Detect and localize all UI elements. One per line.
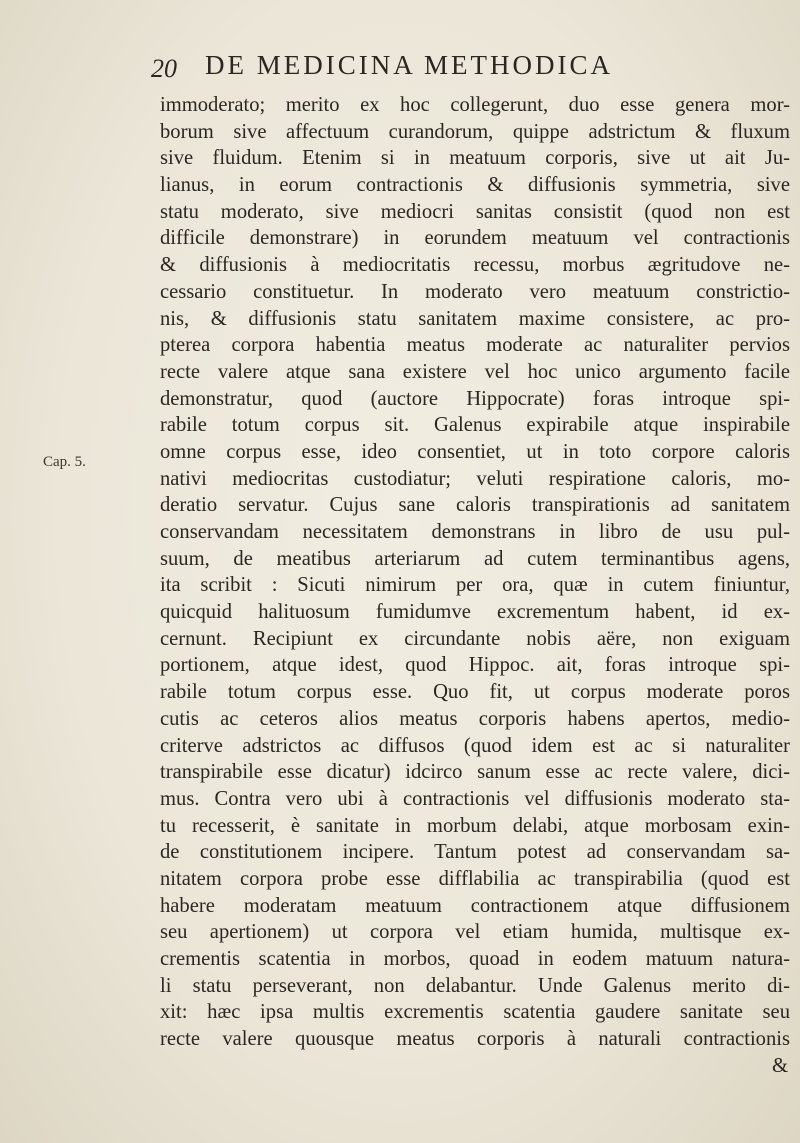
text-line: nativi mediocritas custodiatur; veluti respiratione caloris, mo-	[160, 467, 790, 490]
running-title: DE MEDICINA METHODICA	[205, 50, 613, 80]
text-line: li statu perseverant, non delabantur. Unde Galenus merito di-	[160, 974, 790, 997]
text-line: immoderato; merito ex hoc collegerunt, duo esse genera mor-	[160, 94, 790, 116]
text-line: borum sive affectuum curandorum, quippe adstrictum & fluxum	[160, 120, 790, 143]
text-line: portionem, atque idest, quod Hippoc. ait, foras introque spi-	[160, 654, 790, 677]
text-line: pterea corpora habentia meatus moderate ac naturaliter pervios	[160, 334, 790, 357]
text-line: lianus, in eorum contractionis & diffusionis symmetria, sive	[160, 174, 790, 197]
text-line: suum, de meatibus arteriarum ad cutem terminantibus agens,	[160, 547, 790, 570]
text-line: nitatem corpora probe esse difflabilia ac transpirabilia (quod est	[160, 867, 790, 890]
margin-note: Cap. 5.	[43, 454, 86, 470]
text-line: mus. Contra vero ubi à contractionis vel diffusionis moderato sta-	[160, 787, 790, 810]
text-line: cessario constituetur. In moderato vero meatuum constrictio-	[160, 280, 790, 303]
body-text	[160, 92, 790, 1079]
text-line: transpirabile esse dicatur) idcirco sanum esse ac recte valere, dici-	[160, 761, 790, 784]
text-line: cutis ac ceteros alios meatus corporis habens apertos, medio-	[160, 707, 790, 730]
text-line: ita scribit : Sicuti nimirum per ora, quæ in cutem finiuntur,	[160, 574, 790, 597]
text-line: criterve adstrictos ac diffusos (quod idem est ac si naturaliter	[160, 734, 790, 757]
text-line: crementis scatentia in morbos, quoad in eodem matuum natura-	[160, 948, 790, 970]
text-line: de constitutionem incipere. Tantum potest ad conservandam sa-	[160, 841, 790, 864]
text-line: recte valere atque sana existere vel hoc unico argumento facile	[160, 360, 790, 383]
text-line: seu apertionem) ut corpora vel etiam humida, multisque ex-	[160, 921, 790, 944]
text-line: deratio servatur. Cujus sane caloris transpirationis ad sanitatem	[160, 494, 790, 517]
text-line: omne corpus esse, ideo consentiet, ut in toto corpore caloris	[160, 440, 790, 463]
text-line: tu recesserit, è sanitate in morbum delabi, atque morbosam exin-	[160, 814, 790, 837]
text-line: rabile totum corpus sit. Galenus expirabile atque inspirabile	[160, 414, 790, 437]
text-line: difficile demonstrare) in eorundem meatuum vel contractionis	[160, 227, 790, 250]
text-line: rabile totum corpus esse. Quo fit, ut corpus moderate poros	[160, 681, 790, 704]
text-line: xit: hæc ipsa multis excrementis scatentia gaudere sanitate seu	[160, 1001, 790, 1024]
text-line: nis, & diffusionis statu sanitatem maxime consistere, ac pro-	[160, 307, 790, 330]
text-line: demonstratur, quod (auctore Hippocrate) foras introque spi-	[160, 387, 790, 410]
text-line: & diffusionis à mediocritatis recessu, morbus ægritudove ne-	[160, 254, 790, 277]
page-number: 20	[151, 54, 177, 83]
text-line: habere moderatam meatuum contractionem atque diffusionem	[160, 894, 790, 917]
text-line: statu moderato, sive mediocri sanitas consistit (quod non est	[160, 200, 790, 223]
text-line: quicquid halituosum fumidumve excrementum habent, id ex-	[160, 601, 790, 624]
text-line: sive fluidum. Etenim si in meatuum corporis, sive ut ait Ju-	[160, 147, 790, 170]
text-line: cernunt. Recipiunt ex circundante nobis aëre, non exiguam	[160, 627, 790, 650]
text-line: recte valere quousque meatus corporis à naturali contractionis	[160, 1028, 790, 1051]
catchword: &	[771, 1054, 788, 1077]
text-line: conservandam necessitatem demonstrans in libro de usu pul-	[160, 521, 790, 543]
